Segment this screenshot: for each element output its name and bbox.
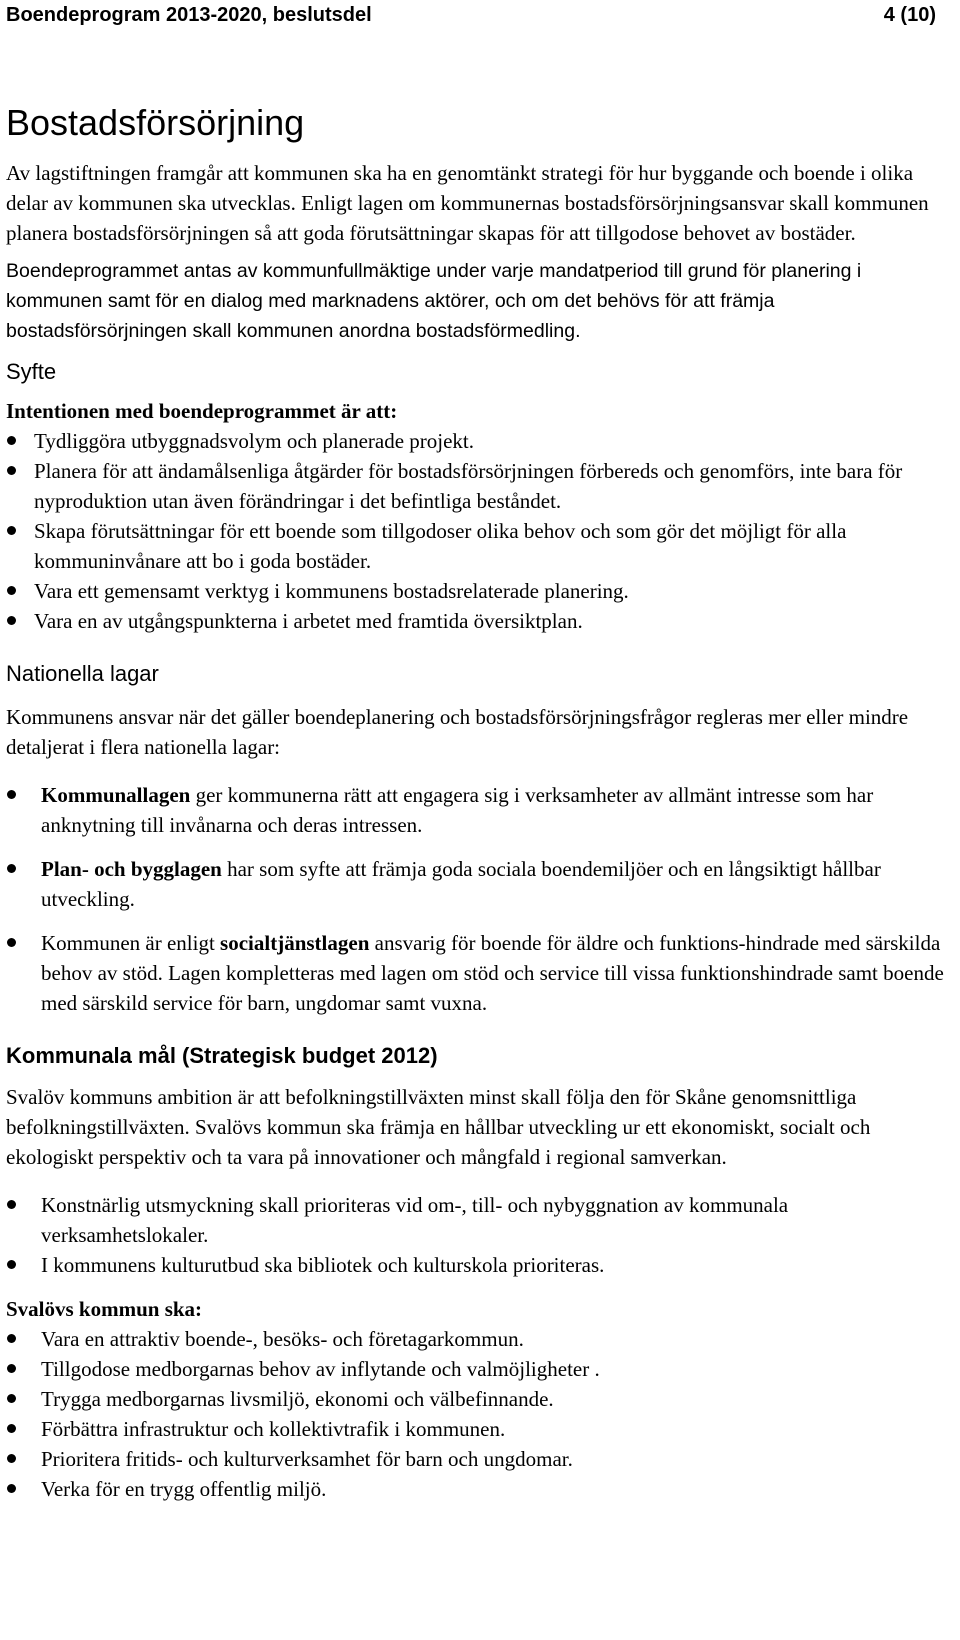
paragraph-boendeprogrammet: Boendeprogrammet antas av kommunfullmäktige under varje mandatperiod till grund för planering i kommunen samt för en dialog med marknadens aktörer, och om det behövs för att främja bostadsförsörjningen skall kommunen anordna bostadsförmedling. (6, 260, 862, 342)
list-item-text: Förbättra infrastruktur och kollektivtrafik i kommunen. (41, 1417, 506, 1441)
paragraph-kommunens-ansvar: Kommunens ansvar när det gäller boendeplanering och bostadsförsörjningsfrågor regleras mer eller mindre detaljerat i flera nationella lagar: (6, 705, 909, 759)
list-item-text: Konstnärlig utsmyckning skall prioriteras vid om-, till- och nybyggnation av kommunala verksamhetslokaler. (41, 1193, 789, 1247)
list-item (6, 780, 956, 840)
list-item-text: Vara en attraktiv boende-, besöks- och företagarkommun. (41, 1327, 524, 1351)
law-name: Plan- och bygglagen (41, 857, 222, 881)
syfte-list (6, 426, 956, 636)
bullet-icon (7, 586, 16, 595)
section-title-syfte: Syfte (6, 359, 57, 384)
list-item (6, 1324, 956, 1354)
page-header (6, 2, 954, 28)
syfte-lead: Intentionen med boendeprogrammet är att: (6, 399, 398, 423)
list-item (6, 606, 956, 636)
bullet-icon (7, 1394, 16, 1403)
bullet-icon (7, 790, 16, 799)
list-item (6, 1474, 956, 1504)
list-item-text: Planera för att ändamålsenliga åtgärder för bostadsförsörjningen förbereds och genomförs, inte bara för nyproduktion utan även förändringar i det befintliga beståndet. (34, 459, 903, 513)
paragraph-svalov-ambition: Svalöv kommuns ambition är att befolkningstillväxten minst skall följa den för Skåne genomsnittliga befolkningstillväxten. Svalövs kommun ska främja en hållbar utveckling ur ett ekonomiskt, socialt och ekologiskt perspektiv och ta vara på innovationer och mångfald i regional samverkan. (6, 1085, 871, 1169)
list-item (6, 1384, 956, 1414)
list-item (6, 928, 956, 1018)
list-item-text: Verka för en trygg offentlig miljö. (41, 1477, 327, 1501)
section-title-nationella-lagar: Nationella lagar (6, 661, 159, 686)
list-item (6, 576, 956, 606)
bullet-icon (7, 436, 16, 445)
section-title-kommunala-mal: Kommunala mål (Strategisk budget 2012) (6, 1043, 438, 1068)
bullet-icon (7, 526, 16, 535)
bullet-icon (7, 1484, 16, 1493)
law-name: Kommunallagen (41, 783, 191, 807)
bullet-icon (7, 1334, 16, 1343)
list-item-pre: Kommunen är enligt (41, 931, 221, 955)
list-item (6, 1250, 956, 1280)
list-item-text: Prioritera fritids- och kulturverksamhet för barn och ungdomar. (41, 1447, 573, 1471)
list-item-text: Trygga medborgarnas livsmiljö, ekonomi och välbefinnande. (41, 1387, 554, 1411)
bullet-icon (7, 1260, 16, 1269)
list-item-text: I kommunens kulturutbud ska bibliotek och kulturskola prioriteras. (41, 1253, 605, 1277)
list-item-text: ger kommunerna rätt att engagera sig i verksamheter av allmänt intresse som har anknytning till invånarna och deras intressen. (41, 783, 874, 837)
lagar-list (6, 780, 956, 1018)
bullet-icon (7, 1200, 16, 1209)
list-item (6, 1354, 956, 1384)
document-title: Boendeprogram 2013-2020, beslutsdel (6, 4, 372, 26)
list-item-text: Tydliggöra utbyggnadsvolym och planerade projekt. (34, 429, 475, 453)
bullet-icon (7, 1424, 16, 1433)
list-item-text: Vara en av utgångspunkterna i arbetet med framtida översiktplan. (34, 609, 583, 633)
section-title-bostadsforsorjning: Bostadsförsörjning (6, 102, 305, 143)
svalov-ska-heading: Svalövs kommun ska: (6, 1297, 203, 1321)
mal-list (6, 1190, 956, 1280)
list-item (6, 854, 956, 914)
list-item (6, 516, 956, 576)
list-item-text: Vara ett gemensamt verktyg i kommunens bostadsrelaterade planering. (34, 579, 629, 603)
list-item (6, 1444, 956, 1474)
list-item (6, 426, 956, 456)
list-item-text: ansvarig för boende för äldre och funktions-hindrade med särskilda behov av stöd. Lagen kompletteras med lagen om stöd och service till vissa funktionshindrade samt boende med särskild service för barn, ungdomar samt vuxna. (41, 931, 944, 1015)
list-item-text: har som syfte att främja goda sociala boendemiljöer och en långsiktigt hållbar utveckling. (41, 857, 881, 911)
svalov-ska-list (6, 1324, 956, 1504)
paragraph-lagstiftning: Av lagstiftningen framgår att kommunen ska ha en genomtänkt strategi för hur byggande och boende i olika delar av kommunen ska utvecklas. Enligt lagen om kommunernas bostadsförsörjningsansvar skall kommunen planera bostadsförsörjningen så att goda förutsättningar skapas för att tillgodose behovet av bostäder. (6, 161, 929, 245)
law-name: socialtjänstlagen (220, 931, 370, 955)
bullet-icon (7, 616, 16, 625)
list-item-text: Tillgodose medborgarnas behov av inflytande och valmöjligheter . (41, 1357, 600, 1381)
bullet-icon (7, 938, 16, 947)
list-item (6, 456, 956, 516)
page-content (6, 100, 956, 1504)
list-item (6, 1414, 956, 1444)
bullet-icon (7, 1454, 16, 1463)
list-item-text: Skapa förutsättningar för ett boende som tillgodoser olika behov och som gör det möjligt för alla kommuninvånare att bo i goda bostäder. (34, 519, 847, 573)
bullet-icon (7, 864, 16, 873)
bullet-icon (7, 1364, 16, 1373)
list-item (6, 1190, 956, 1250)
bullet-icon (7, 466, 16, 475)
page-number: 4 (10) (883, 4, 936, 26)
